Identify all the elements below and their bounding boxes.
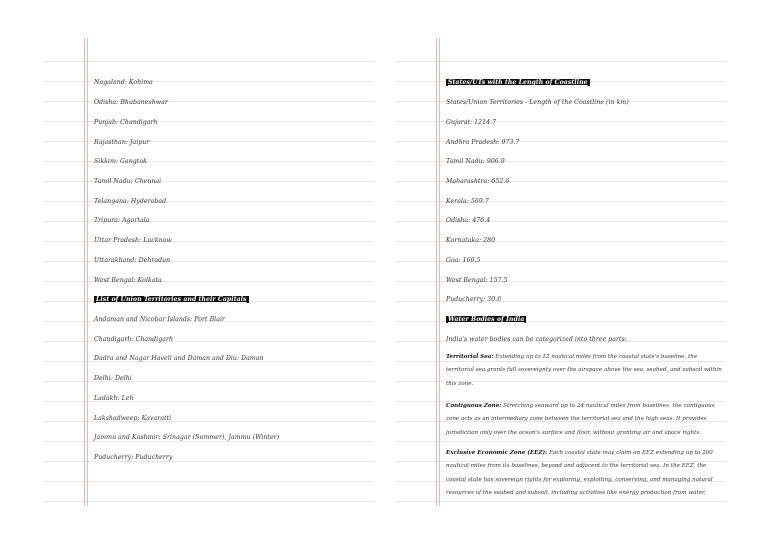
section-heading-coastline: States/UTs with the Length of Coastline [448, 79, 588, 86]
contiguous-zone-paragraph [446, 400, 722, 440]
term-label: Contiguous Zone: [446, 403, 502, 409]
list-item: Punjab: Chandigarh [94, 119, 158, 126]
list-item: Rajasthan: Jaipur [94, 139, 150, 146]
section-heading-union-territories: List of Union Territories and their Capitals [96, 296, 247, 303]
margin-line [87, 38, 88, 506]
list-item: Tamil Nadu: 906.9 [446, 158, 505, 165]
list-item: Odisha: Bhubaneshwar [94, 99, 168, 106]
list-item: Lakshadweep: Kavaratti [94, 415, 172, 422]
margin-line [84, 38, 85, 506]
margin-line [439, 38, 440, 506]
right-notebook-page [396, 38, 726, 506]
list-item: Uttarakhand: Dehradun [94, 257, 171, 264]
paragraph-text: Stretching seaward up to 24 nautical miles from baselines, the contiguous zone acts as an intermediary zone between the territorial sea and the high seas. It provides jurisdiction only over the ocean's surface and floor, without granting air and space rights. [446, 403, 715, 436]
list-item: Ladakh: Leh [94, 395, 134, 402]
term-label: Exclusive Economic Zone (EEZ): [446, 450, 548, 456]
list-item: Andaman and Nicobar Islands: Port Blair [94, 316, 225, 323]
list-item: Goa: 160.5 [446, 257, 481, 264]
list-item: Odisha: 476.4 [446, 217, 491, 224]
list-item: Puducherry: 30.6 [446, 296, 502, 303]
left-notebook-page [44, 38, 374, 506]
list-item: Kerala: 569.7 [446, 198, 489, 205]
list-item: West Bengal: 157.5 [446, 277, 508, 284]
margin-line [436, 38, 437, 506]
list-item: Andhra Pradesh: 973.7 [446, 139, 520, 146]
list-item: Dadra and Nagar Haveli and Daman and Diu: Daman [94, 355, 264, 362]
list-item: Tamil Nadu: Chennai [94, 178, 162, 185]
list-item: Tripura: Agartala [94, 217, 150, 224]
territorial-sea-paragraph [446, 351, 722, 391]
section-heading-water-bodies: Water Bodies of India [448, 316, 525, 323]
list-item: States/Union Territories - Length of the Coastline (in km) [446, 99, 629, 106]
term-label: Territorial Sea: [446, 354, 494, 360]
paragraph-text: Each coastal state may claim an EEZ extending up to 200 nautical miles from its baselines, beyond and adjacent to the territorial sea. In the EEZ, the coastal state has sovereign rights for exploring, exploiting, conserving, and managing natural resources of the seabed and subsoil, including activities like energy production from water, [446, 450, 713, 497]
list-item: West Bengal: Kolkata [94, 277, 162, 284]
list-item: Delhi: Delhi [94, 375, 132, 382]
list-item: Telangana: Hyderabad [94, 198, 167, 205]
paragraph-text: Extending up to 12 nautical miles from the coastal state's baseline, the territorial sea grants full sovereignty over the airspace above the sea, seabed, and subsoil within this zone. [446, 354, 722, 387]
intro-text: India's water bodies can be categorized into three parts: [446, 336, 627, 343]
list-item: Chandigarh: Chandigarh [94, 336, 174, 343]
list-item: Puducherry: Puducherry [94, 454, 173, 461]
list-item: Jammu and Kashmir: Srinagar (Summer), Jammu (Winter) [94, 434, 280, 441]
list-item: Sikkim: Gangtok [94, 158, 147, 165]
list-item: Maharashtra: 652.6 [446, 178, 510, 185]
list-item: Karnataka: 280 [446, 237, 496, 244]
list-item: Uttar Pradesh: Lucknow [94, 237, 172, 244]
eez-paragraph [446, 447, 722, 501]
list-item: Gujarat: 1214.7 [446, 119, 497, 126]
list-item: Nagaland: Kohima [94, 79, 153, 86]
